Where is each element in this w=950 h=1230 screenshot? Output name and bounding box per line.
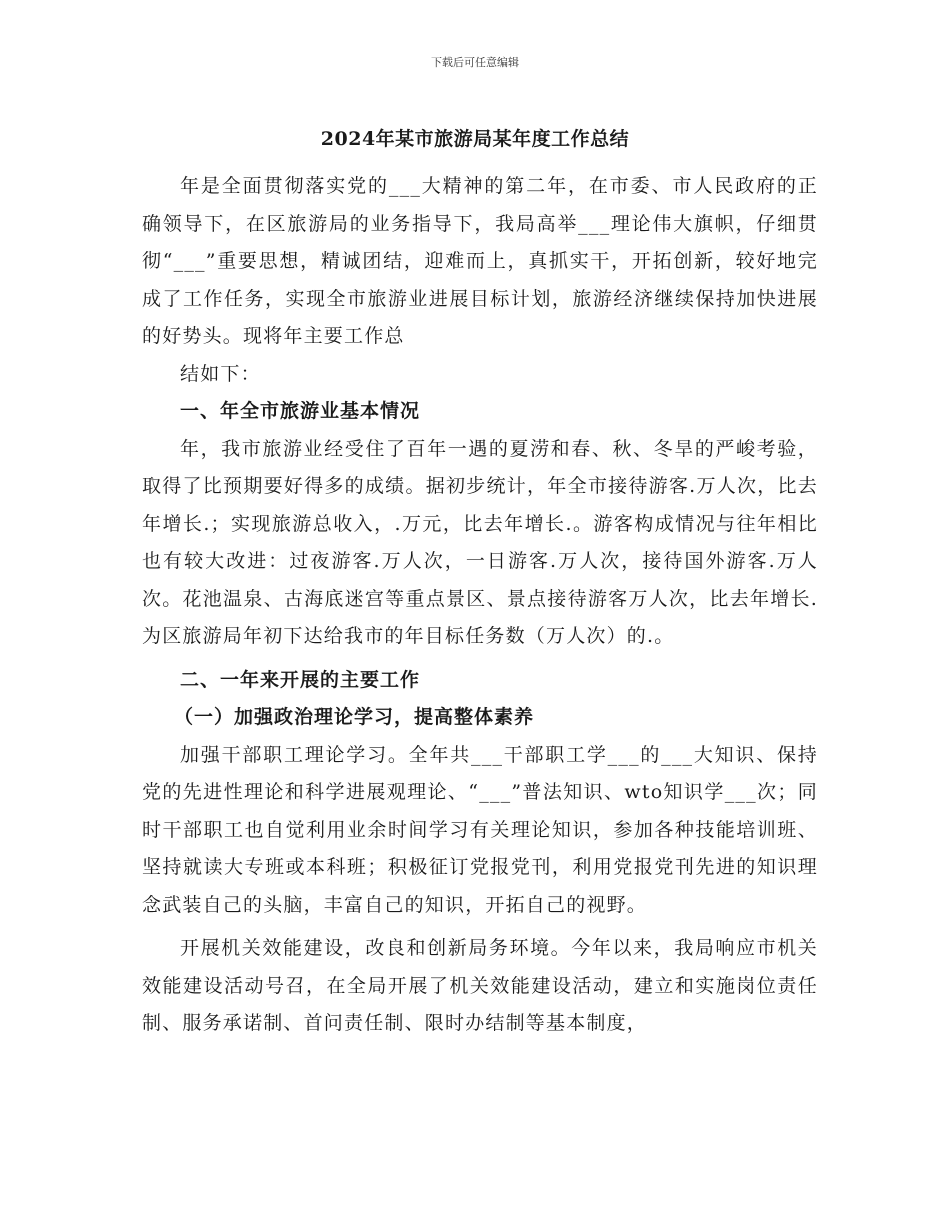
- section-1-heading: 一、年全市旅游业基本情况: [180, 400, 421, 422]
- intro-continuation: 结如下：: [180, 362, 261, 385]
- intro-paragraph: 年是全面贯彻落实党的___大精神的第二年，在市委、市人民政府的正确领导下，在区旅游局的业务指导下，我局高举___理论伟大旗帜，仔细贯彻“___”重要思想，精诚团结，迎难而上，真抓实干，开拓创新，较好地完成了工作任务，实现全市旅游业进展目标计划，旅游经济继续保持加快进展的好势头。现将年主要工作总: [142, 175, 818, 347]
- section-2-heading: 二、一年来开展的主要工作: [180, 668, 421, 691]
- document-title: 2024年某市旅游局某年度工作总结: [320, 128, 630, 150]
- subsection-1-heading: （一）加强政治理论学习，提高整体素养: [174, 706, 535, 728]
- document-body: [142, 168, 818, 1043]
- header-note: 下载后可任意编辑: [431, 56, 519, 69]
- subsection-1-paragraph-2: 开展机关效能建设，改良和创新局务环境。今年以来，我局响应市机关效能建设活动号召，在全局开展了机关效能建设活动，建立和实施岗位责任制、服务承诺制、首问责任制、限时办结制等基本制度，: [142, 937, 818, 1034]
- section-1-paragraph: 年，我市旅游业经受住了百年一遇的夏涝和春、秋、冬旱的严峻考验，取得了比预期要好得多的成绩。据初步统计，年全市接待游客.万人次，比去年增长.；实现旅游总收入，.万元，比去年增长.。游客构成情况与往年相比也有较大改进：过夜游客.万人次，一日游客.万人次，接待国外游客.万人次。花池温泉、古海底迷宫等重点景区、景点接待游客万人次，比去年增长.为区旅游局年初下达给我市的年目标任务数（万人次）的.。: [142, 437, 818, 647]
- subsection-1-paragraph-1: 加强干部职工理论学习。全年共___干部职工学___的___大知识、保持党的先进性理论和科学进展观理论、“___”普法知识、wto知识学___次；同时干部职工也自觉利用业余时间学习有关理论知识，参加各种技能培训班、坚持就读大专班或本科班；积极征订党报党刊，利用党报党刊先进的知识理念武装自己的头脑，丰富自己的知识，开拓自己的视野。: [142, 743, 818, 916]
